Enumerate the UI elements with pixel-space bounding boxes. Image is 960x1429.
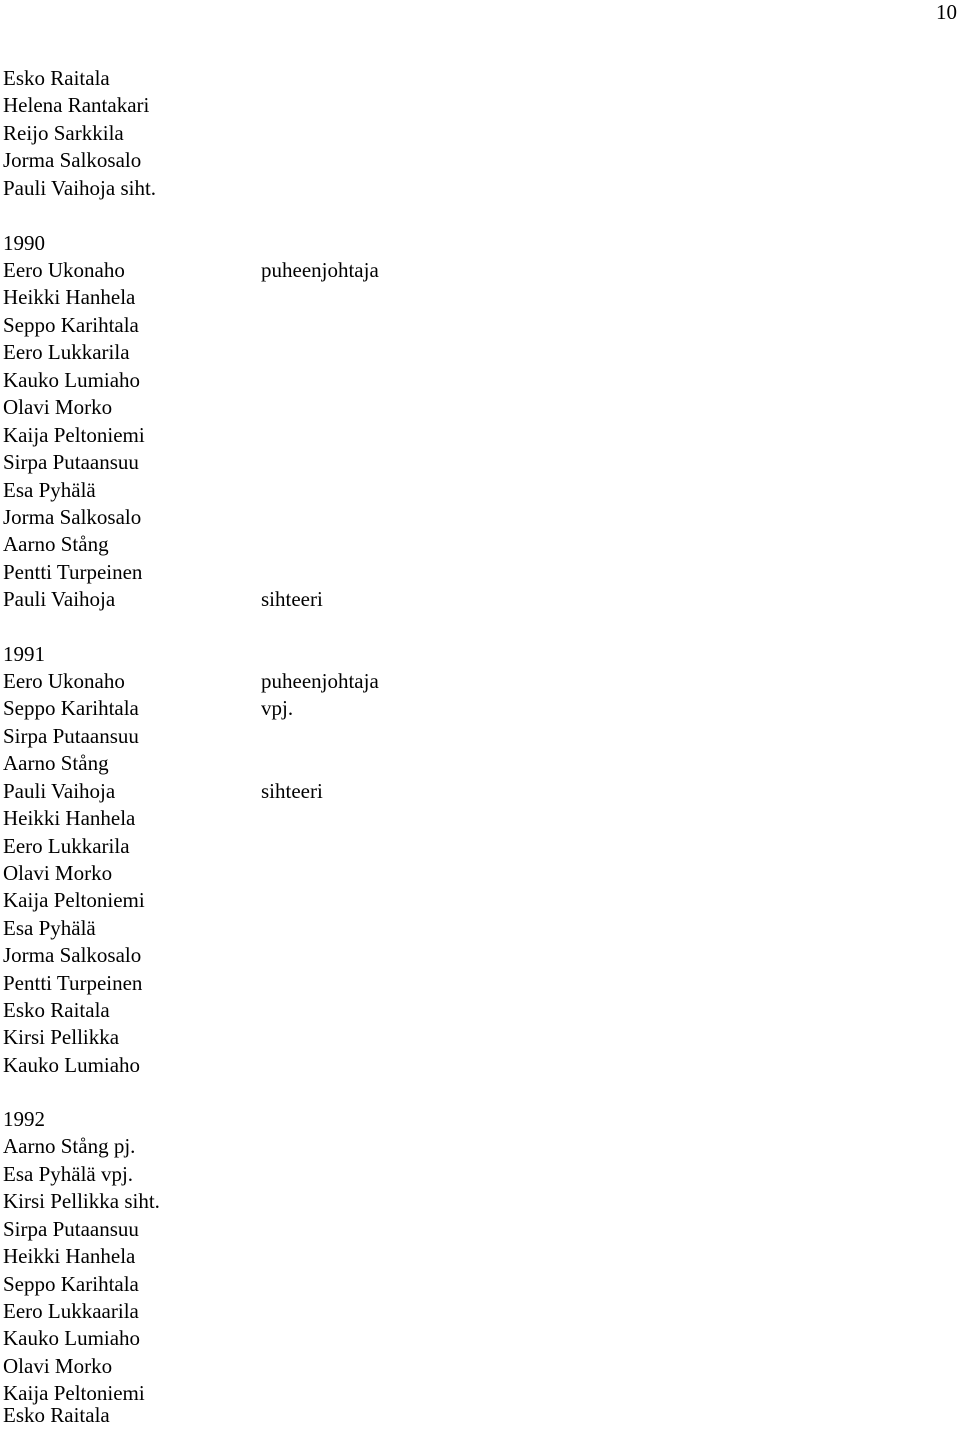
list-item: Jorma Salkosalo xyxy=(3,505,142,529)
list-item: Seppo Karihtala xyxy=(3,1272,139,1296)
list-item: Kauko Lumiaho xyxy=(3,1326,141,1350)
list-item: Kirsi Pellikka xyxy=(3,1025,120,1049)
list-item: Esa Pyhälä vpj. xyxy=(3,1162,134,1186)
role-label: vpj. xyxy=(261,696,294,720)
list-item: Pauli Vaihoja xyxy=(3,587,116,611)
list-item: Olavi Morko xyxy=(3,861,113,885)
page-number: 10 xyxy=(936,0,957,24)
list-item: Eero Lukkarila xyxy=(3,340,130,364)
list-item: Pentti Turpeinen xyxy=(3,560,143,584)
list-item: Aarno Stång xyxy=(3,751,109,775)
list-item: Sirpa Putaansuu xyxy=(3,724,139,748)
list-item: Esa Pyhälä xyxy=(3,478,96,502)
list-item: Kaija Peltoniemi xyxy=(3,423,145,447)
list-item: Eero Lukkaarila xyxy=(3,1299,139,1323)
list-item: Kirsi Pellikka siht. xyxy=(3,1189,160,1213)
list-item: Heikki Hanhela xyxy=(3,1244,136,1268)
list-item: Seppo Karihtala xyxy=(3,313,139,337)
role-label: sihteeri xyxy=(261,779,323,803)
list-item: Kaija Peltoniemi xyxy=(3,1381,145,1405)
list-item: Esko Raitala xyxy=(3,1403,110,1427)
list-item: Aarno Stång xyxy=(3,532,109,556)
list-item: Sirpa Putaansuu xyxy=(3,450,139,474)
list-item: Aarno Stång pj. xyxy=(3,1134,136,1158)
list-item: Sirpa Putaansuu xyxy=(3,1217,139,1241)
list-item: Reijo Sarkkila xyxy=(3,121,124,145)
year-heading: 1992 xyxy=(3,1107,45,1131)
list-item: Esa Pyhälä xyxy=(3,916,96,940)
list-item: Seppo Karihtala xyxy=(3,696,139,720)
list-item: Eero Lukkarila xyxy=(3,834,130,858)
list-item: Heikki Hanhela xyxy=(3,806,136,830)
role-label: sihteeri xyxy=(261,587,323,611)
list-item: Olavi Morko xyxy=(3,395,113,419)
list-item: Kauko Lumiaho xyxy=(3,1053,141,1077)
role-label: puheenjohtaja xyxy=(261,258,379,282)
year-heading: 1991 xyxy=(3,642,45,666)
list-item: Kauko Lumiaho xyxy=(3,368,141,392)
list-item: Heikki Hanhela xyxy=(3,285,136,309)
list-item: Esko Raitala xyxy=(3,66,110,90)
list-item: Olavi Morko xyxy=(3,1354,113,1378)
list-item: Pauli Vaihoja xyxy=(3,779,116,803)
list-item: Jorma Salkosalo xyxy=(3,148,142,172)
list-item: Eero Ukonaho xyxy=(3,669,125,693)
role-label: puheenjohtaja xyxy=(261,669,379,693)
list-item: Esko Raitala xyxy=(3,998,110,1022)
list-item: Eero Ukonaho xyxy=(3,258,125,282)
list-item: Helena Rantakari xyxy=(3,93,150,117)
year-heading: 1990 xyxy=(3,231,45,255)
list-item: Kaija Peltoniemi xyxy=(3,888,145,912)
list-item: Pentti Turpeinen xyxy=(3,971,143,995)
list-item: Pauli Vaihoja siht. xyxy=(3,176,157,200)
list-item: Jorma Salkosalo xyxy=(3,943,142,967)
